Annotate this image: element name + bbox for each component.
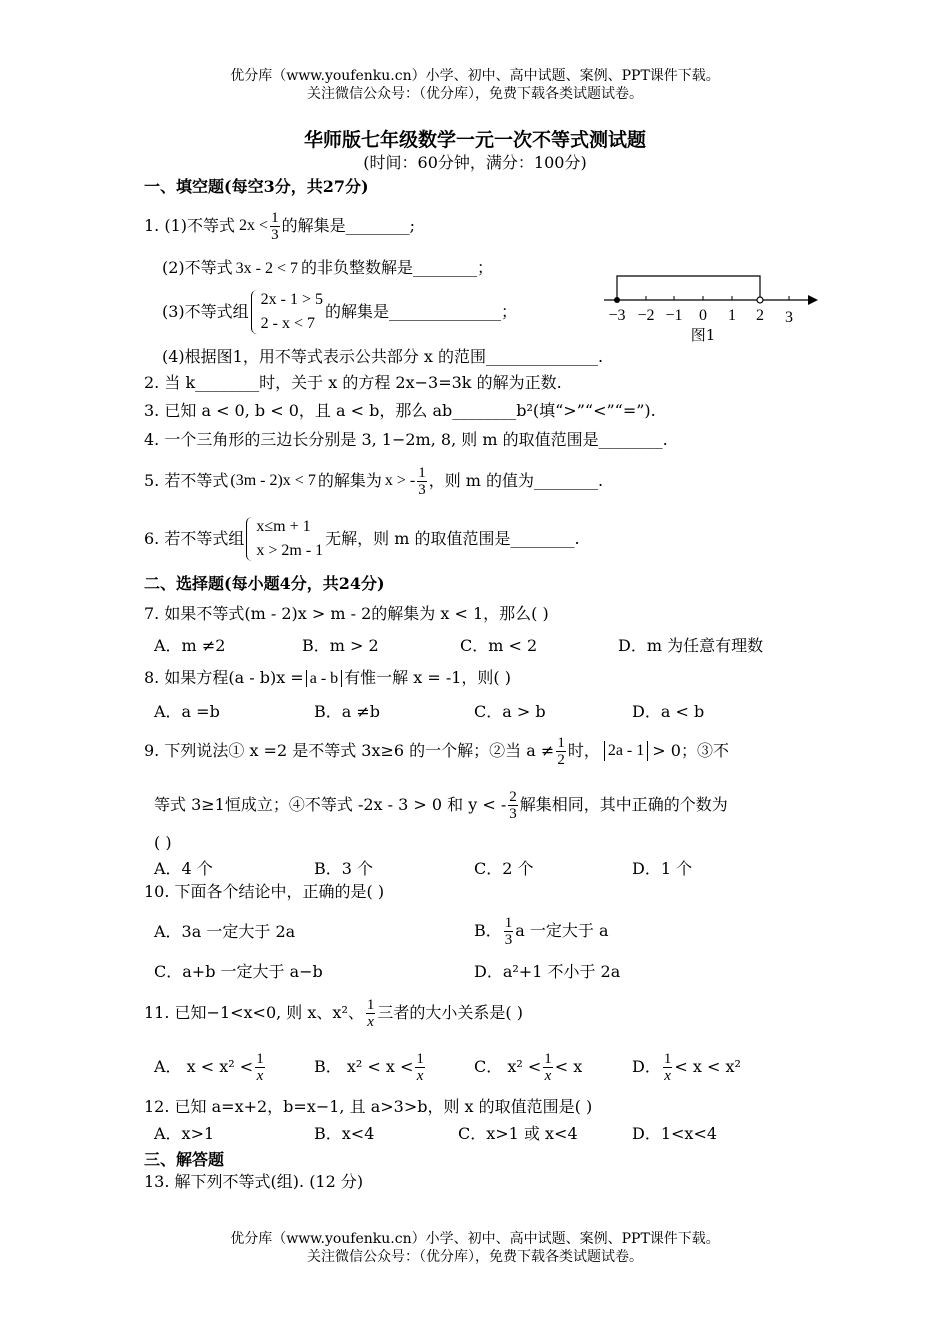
footer-line-1: 优分库（www.youfenku.cn）小学、初中、高中试题、案例、PPT课件下载。 bbox=[230, 1231, 720, 1247]
q9-option-b: B．3 个 bbox=[314, 859, 374, 878]
q1-part1-expr: 2x < bbox=[239, 217, 269, 234]
q12-option-a: A．x>1 bbox=[154, 1124, 215, 1143]
q11-option-a: A． x < x² < $\frac{1}{x}$ bbox=[154, 1050, 264, 1084]
q1-part3: (3)不等式组 2x - 1 > 5 2 - x < 7 的解集是______________； bbox=[162, 286, 517, 338]
figure-1-number-line bbox=[598, 268, 828, 346]
q11-option-c: C． x² < $\frac{1}{x}$ < x bbox=[474, 1050, 583, 1084]
tick-label: 1 bbox=[728, 307, 736, 324]
q9-line-2: 等式 3≥1恒成立；④不等式 -2x - 3 > 0 和 y < - $\frac{2}{3}$ 解集相同，其中正确的个数为 bbox=[154, 788, 728, 822]
q9-option-a: A．4 个 bbox=[154, 859, 213, 878]
section-2-heading: 二、选择题(每小题4分，共24分) bbox=[144, 574, 385, 593]
q9-line-1: 9. 下列说法① x =2 是不等式 3x≥6 的一个解；②当 a ≠ $\frac{1}{2}$ 时， 2a - 1 > 0；③不 bbox=[144, 734, 729, 768]
inequality-system: 2x - 1 > 5 2 - x < 7 bbox=[251, 288, 323, 336]
q9-option-c: C．2 个 bbox=[474, 859, 534, 878]
tick-label: 2 bbox=[756, 307, 764, 324]
q7-option-b: B．m > 2 bbox=[302, 636, 379, 655]
q10-option-b: B． $\frac{1}{3}$ a 一定大于 a bbox=[474, 914, 609, 948]
tick-label: −1 bbox=[665, 307, 683, 324]
q7-option-c: C．m < 2 bbox=[460, 636, 538, 655]
q11-stem: 11. 已知−1<x<0, 则 x、x²、 $\frac{1}{x}$ 三者的大小关系是( ) bbox=[144, 996, 523, 1030]
fraction-one-third: $\frac{1}{3}$ bbox=[418, 464, 426, 498]
q9-option-d: D．1 个 bbox=[632, 859, 693, 878]
q5: 5. 若不等式 (3m - 2)x < 7 的解集为 x > - $\frac{1}{3}$ ，则 m 的值为________. bbox=[144, 464, 604, 498]
q4: 4. 一个三角形的三边长分别是 3, 1−2m, 8, 则 m 的取值范围是________. bbox=[144, 430, 668, 449]
q12-option-c: C．x>1 或 x<4 bbox=[458, 1124, 578, 1143]
page-subtitle: (时间：60分钟，满分：100分) bbox=[363, 153, 587, 172]
section-1-heading: 一、填空题(每空3分，共27分) bbox=[144, 177, 369, 196]
figure-1-caption: 图1 bbox=[690, 326, 716, 344]
q3: 3. 已知 a < 0, b < 0，且 a < b，那么 ab________b²(填“>”“<”“=”). bbox=[144, 401, 656, 420]
header-line-2: 关注微信公众号：（优分库），免费下载各类试题试卷。 bbox=[307, 86, 643, 102]
q10-option-c: C．a+b 一定大于 a−b bbox=[154, 962, 323, 981]
fraction-one-third: $\frac{1}{3}$ bbox=[504, 914, 513, 948]
fraction-two-thirds: $\frac{2}{3}$ bbox=[509, 788, 517, 822]
tick-label: 0 bbox=[699, 307, 707, 324]
q7-option-a: A．m ≠2 bbox=[154, 636, 226, 655]
page-title: 华师版七年级数学一元一次不等式测试题 bbox=[303, 129, 646, 151]
q11-option-b: B． x² < x < $\frac{1}{x}$ bbox=[314, 1050, 424, 1084]
q12-option-b: B．x<4 bbox=[314, 1124, 375, 1143]
q7-stem: 7. 如果不等式(m - 2)x > m - 2的解集为 x < 1，那么( ) bbox=[144, 604, 549, 623]
q8-option-a: A．a =b bbox=[154, 702, 220, 721]
q8-option-b: B．a ≠b bbox=[314, 702, 381, 721]
tick-label: −2 bbox=[637, 307, 655, 324]
q12-option-d: D．1<x<4 bbox=[632, 1124, 718, 1143]
q10-option-a: A．3a 一定大于 2a bbox=[154, 922, 296, 941]
q11-option-d: D． $\frac{1}{x}$ < x < x² bbox=[632, 1050, 741, 1084]
q8-option-c: C．a > b bbox=[474, 702, 546, 721]
inequality-system: x≤m + 1 x > 2m - 1 bbox=[246, 515, 323, 563]
q7-option-d: D．m 为任意有理数 bbox=[618, 636, 764, 655]
header-line-1: 优分库（www.youfenku.cn）小学、初中、高中试题、案例、PPT课件下载。 bbox=[230, 68, 720, 84]
fraction-one-third: $\frac{1}{3}$ bbox=[271, 209, 279, 243]
section-3-heading: 三、解答题 bbox=[144, 1150, 225, 1169]
tick-label: −3 bbox=[608, 307, 626, 324]
fraction-one-over-x: $\frac{1}{x}$ bbox=[366, 996, 375, 1030]
q12-stem: 12. 已知 a=x+2，b=x−1, 且 a>3>b，则 x 的取值范围是( ) bbox=[144, 1097, 593, 1116]
q2: 2. 当 k________时，关于 x 的方程 2x−3=3k 的解为正数. bbox=[144, 373, 562, 392]
footer-line-2: 关注微信公众号：（优分库），免费下载各类试题试卷。 bbox=[307, 1249, 643, 1265]
q1-part1: 1. (1)不等式 2x < $\frac{1}{3}$ 的解集是________; bbox=[144, 209, 415, 243]
q6: 6. 若不等式组 x≤m + 1 x > 2m - 1 无解，则 m 的取值范围是________. bbox=[144, 512, 580, 566]
q8-stem: 8. 如果方程(a - b)x = a - b 有惟一解 x = -1，则( ) bbox=[144, 668, 512, 687]
q10-stem: 10. 下面各个结论中，正确的是( ) bbox=[144, 882, 385, 901]
q9-line-3: ( ) bbox=[154, 833, 172, 852]
q1-part2: (2)不等式 3x - 2 < 7 的非负整数解是________； bbox=[162, 258, 494, 277]
tick-label: 3 bbox=[785, 309, 793, 326]
fraction-one-half: $\frac{1}{2}$ bbox=[557, 734, 565, 768]
q13: 13. 解下列不等式(组). (12 分) bbox=[144, 1172, 364, 1191]
q10-option-d: D．a²+1 不小于 2a bbox=[474, 962, 621, 981]
q1-part4: (4)根据图1，用不等式表示公共部分 x 的范围______________. bbox=[162, 347, 604, 366]
q8-option-d: D．a < b bbox=[632, 702, 705, 721]
